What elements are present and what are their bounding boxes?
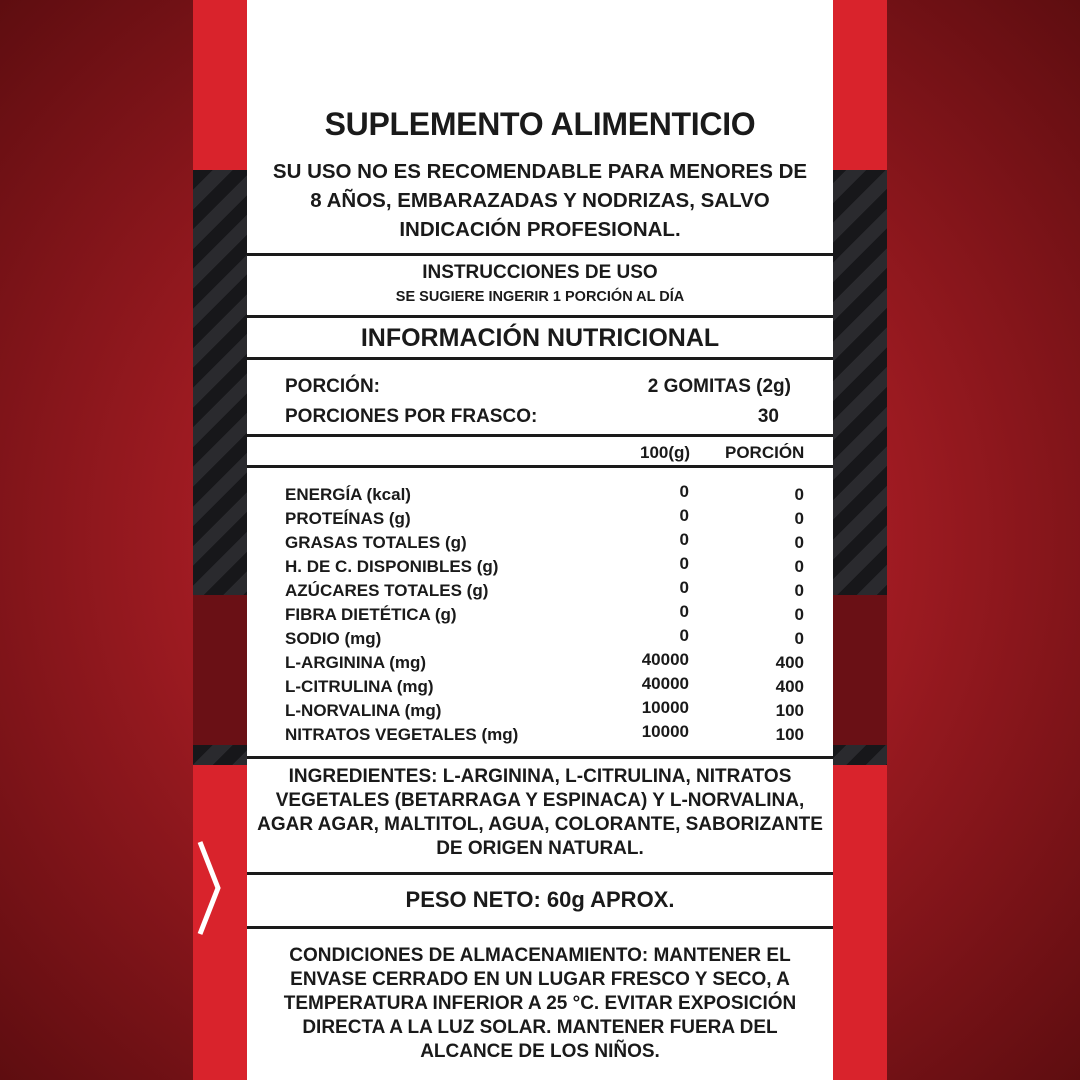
nutrient-per100-value: 10000 <box>641 722 689 741</box>
nutrient-per100-value: 40000 <box>641 674 689 693</box>
warning-text: SU USO NO ES RECOMENDABLE PARA MENORES DE 8 AÑOS, EMBARAZADAS Y NODRIZAS, SALVO INDICACIÓN PROFESIONAL. <box>272 160 808 241</box>
nutrient-portion-value: 400 <box>775 653 804 672</box>
nutrient-portion-value: 0 <box>794 581 804 600</box>
nutrient-name: L-CITRULINA (mg) <box>285 677 434 696</box>
nutrient-portion-value: 100 <box>775 725 804 744</box>
nutrient-names <box>285 483 518 747</box>
nutrient-per100-value: 0 <box>679 602 689 621</box>
nutrient-per100-value: 0 <box>679 482 689 501</box>
divider <box>247 756 833 759</box>
nutrient-name: GRASAS TOTALES (g) <box>285 533 467 552</box>
nutrition-label-panel <box>247 0 833 1080</box>
nutrient-per100-value: 10000 <box>641 698 689 717</box>
nutrient-name: H. DE C. DISPONIBLES (g) <box>285 557 499 576</box>
divider <box>247 315 833 318</box>
chevron-right-icon <box>196 838 236 938</box>
serving-value: 2 GOMITAS (2g) <box>647 376 791 397</box>
ingredients-text: INGREDIENTES: L-ARGININA, L-CITRULINA, NITRATOS VEGETALES (BETARRAGA Y ESPINACA) Y L-NORVALINA, AGAR AGAR, MALTITOL, AGUA, COLORANTE, SABORIZANTE DE ORIGEN NATURAL. <box>257 766 823 859</box>
nutrient-portion-value: 0 <box>794 533 804 552</box>
divider <box>247 434 833 437</box>
nutrition-title: INFORMACIÓN NUTRICIONAL <box>360 324 720 352</box>
nutrient-per100-value: 0 <box>679 530 689 549</box>
nutrient-name: ENERGÍA (kcal) <box>285 485 411 504</box>
divider <box>247 465 833 468</box>
instructions-title: INSTRUCCIONES DE USO <box>422 262 658 283</box>
nutrient-portion-value: 0 <box>794 557 804 576</box>
nutrient-portion-column <box>747 483 804 747</box>
nutrient-name: L-NORVALINA (mg) <box>285 701 442 720</box>
nutrient-per100-value: 40000 <box>641 650 689 669</box>
divider <box>247 872 833 875</box>
serving-label: PORCIÓN: <box>285 376 380 397</box>
nutrient-name: PROTEÍNAS (g) <box>285 509 411 528</box>
divider <box>247 926 833 929</box>
nutrient-per100-column <box>617 480 689 744</box>
nutrient-per100-value: 0 <box>679 506 689 525</box>
nutrient-portion-value: 0 <box>794 605 804 624</box>
nutrient-portion-value: 0 <box>794 509 804 528</box>
nutrient-per100-value: 0 <box>679 578 689 597</box>
nutrient-portion-value: 0 <box>794 629 804 648</box>
nutrient-per100-value: 0 <box>679 554 689 573</box>
divider <box>247 357 833 360</box>
nutrient-per100-value: 0 <box>679 626 689 645</box>
nutrient-name: AZÚCARES TOTALES (g) <box>285 581 489 600</box>
nutrient-name: FIBRA DIETÉTICA (g) <box>285 605 457 624</box>
nutrient-name: SODIO (mg) <box>285 629 382 648</box>
label-title: SUPLEMENTO ALIMENTICIO <box>324 106 756 142</box>
net-weight: PESO NETO: 60g APROX. <box>405 887 675 912</box>
instructions-text: SE SUGIERE INGERIR 1 PORCIÓN AL DÍA <box>395 289 685 305</box>
divider <box>247 253 833 256</box>
nutrient-name: L-ARGININA (mg) <box>285 653 427 672</box>
nutrient-portion-value: 100 <box>775 701 804 720</box>
servings-label: PORCIONES POR FRASCO: <box>285 406 538 427</box>
nutrient-portion-value: 0 <box>794 485 804 504</box>
storage-text: CONDICIONES DE ALMACENAMIENTO: MANTENER EL ENVASE CERRADO EN UN LUGAR FRESCO Y SECO, A TEMPERATURA INFERIOR A 25 °C. EVITAR EXPOSICIÓN DIRECTA A LA LUZ SOLAR. MANTENER FUERA DEL ALCANCE DE LOS NIÑOS. <box>283 945 797 1062</box>
nutrient-portion-value: 400 <box>775 677 804 696</box>
column-header-portion: PORCIÓN <box>725 443 805 462</box>
nutrient-name: NITRATOS VEGETALES (mg) <box>285 725 519 744</box>
column-header-100g: 100(g) <box>640 443 691 462</box>
servings-value: 30 <box>757 406 779 427</box>
